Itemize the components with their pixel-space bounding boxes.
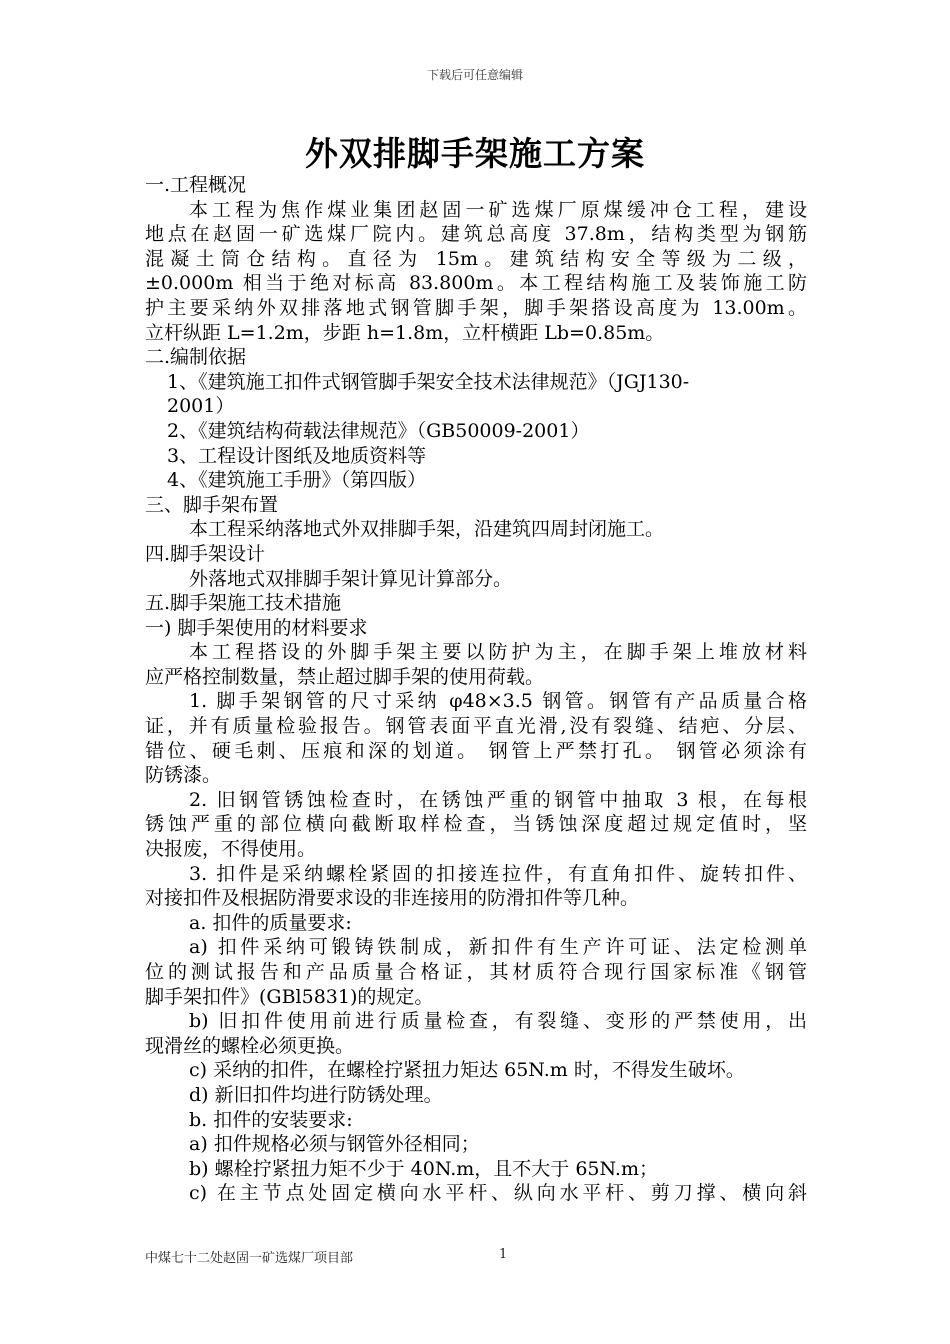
text-line: 立杆纵距 L=1.2m，步距 h=1.8m，立杆横距 Lb=0.85m。	[145, 321, 665, 344]
text-line: 2、《建筑结构荷载法律规范》（GB50009-2001）	[167, 419, 590, 442]
section-heading: 一.工程概况	[145, 174, 247, 196]
text-line: d) 新旧扣件均进行防锈处理。	[189, 1083, 443, 1106]
text-line: 2001）	[167, 395, 235, 418]
text-line: 2. 旧钢管锈蚀检查时，在锈蚀严重的钢管中抽取 3 根，在每根	[189, 788, 807, 811]
document-body	[145, 173, 807, 1206]
text-line: 对接扣件及根据防滑要求设的非连接用的防滑扣件等几种。	[145, 887, 640, 910]
text-line: 防锈漆。	[145, 764, 222, 787]
text-line: 锈蚀严重的部位横向截断取样检查，当锈蚀深度超过规定值时，坚	[145, 813, 807, 836]
section-heading: 四.脚手架设计	[145, 542, 266, 565]
text-line: 错位、硬毛刺、压痕和深的划道。 钢管上严禁打孔。 钢管必须涂有	[145, 739, 807, 762]
section-heading: 一) 脚手架使用的材料要求	[145, 616, 368, 639]
text-line: a) 扣件采纳可锻铸铁制成，新扣件有生产许可证、法定检测单	[189, 936, 807, 959]
text-line: 1、《建筑施工扣件式钢管脚手架安全技术法律规范》（JGJ130-	[167, 370, 690, 393]
text-line: b) 旧扣件使用前进行质量检查，有裂缝、变形的严禁使用，出	[189, 1010, 807, 1033]
text-line: 外落地式双排脚手架计算见计算部分。	[189, 567, 513, 590]
text-line: 护主要采纳外双排落地式钢管脚手架，脚手架搭设高度为 13.00m。	[145, 296, 807, 319]
text-line: 1. 脚手架钢管的尺寸采纳 φ48×3.5 钢管。钢管有产品质量合格	[189, 690, 807, 713]
text-line: 3. 扣件是采纳螺栓紧固的扣接连拉件，有直角扣件、旋转扣件、	[189, 862, 807, 885]
footer-page-number: 1	[499, 1247, 508, 1262]
text-line: 证，并有质量检验报告。钢管表面平直光滑,没有裂缝、结疤、分层、	[145, 715, 807, 738]
text-line: 本工程为焦作煤业集团赵固一矿选煤厂原煤缓冲仓工程，建设	[189, 198, 807, 221]
text-line: c) 在主节点处固定横向水平杆、纵向水平杆、剪刀撑、横向斜	[189, 1182, 807, 1205]
text-line: ±0.000m 相当于绝对标高 83.800m。本工程结构施工及装饰施工防	[145, 272, 807, 295]
text-line: 本工程采纳落地式外双排脚手架，沿建筑四周封闭施工。	[189, 518, 665, 541]
text-line: b. 扣件的安装要求:	[189, 1108, 353, 1131]
text-line: 现滑丝的螺栓必须更换。	[145, 1034, 355, 1057]
document-title: 外双排脚手架施工方案	[305, 134, 645, 173]
section-heading: 三、脚手架布置	[145, 493, 279, 516]
section-heading: 二.编制依据	[145, 346, 247, 369]
text-line: 脚手架扣件》(GBl5831)的规定。	[145, 985, 434, 1008]
text-line: 混凝土筒仓结构。直径为 15m。建筑结构安全等级为二级，	[145, 247, 807, 270]
text-line: a. 扣件的质量要求:	[189, 911, 352, 934]
text-line: 地点在赵固一矿选煤厂院内。建筑总高度 37.8m，结构类型为钢筋	[145, 223, 807, 246]
header-note: 下载后可任意编辑	[426, 68, 523, 82]
text-line: 3、工程设计图纸及地质资料等	[167, 444, 427, 467]
text-line: 决报废，不得使用。	[145, 838, 317, 861]
text-line: c) 采纳的扣件，在螺栓拧紧扭力矩达 65N.m 时，不得发生破坏。	[189, 1059, 745, 1082]
text-line: 4、《建筑施工手册》（第四版）	[167, 469, 427, 492]
footer-company: 中煤七十二处赵固一矿选煤厂项目部	[145, 1251, 354, 1266]
text-line: 应严格控制数量，禁止超过脚手架的使用荷载。	[145, 665, 545, 688]
text-line: 本工程搭设的外脚手架主要以防护为主，在脚手架上堆放材料	[189, 641, 807, 664]
text-line: 位的测试报告和产品质量合格证，其材质符合现行国家标准《钢管	[145, 961, 807, 983]
text-line: b) 螺栓拧紧扭力矩不少于 40N.m，且不大于 65N.m；	[189, 1157, 658, 1180]
text-line: a) 扣件规格必须与钢管外径相同；	[189, 1133, 480, 1156]
section-heading: 五.脚手架施工技术措施	[145, 592, 342, 615]
